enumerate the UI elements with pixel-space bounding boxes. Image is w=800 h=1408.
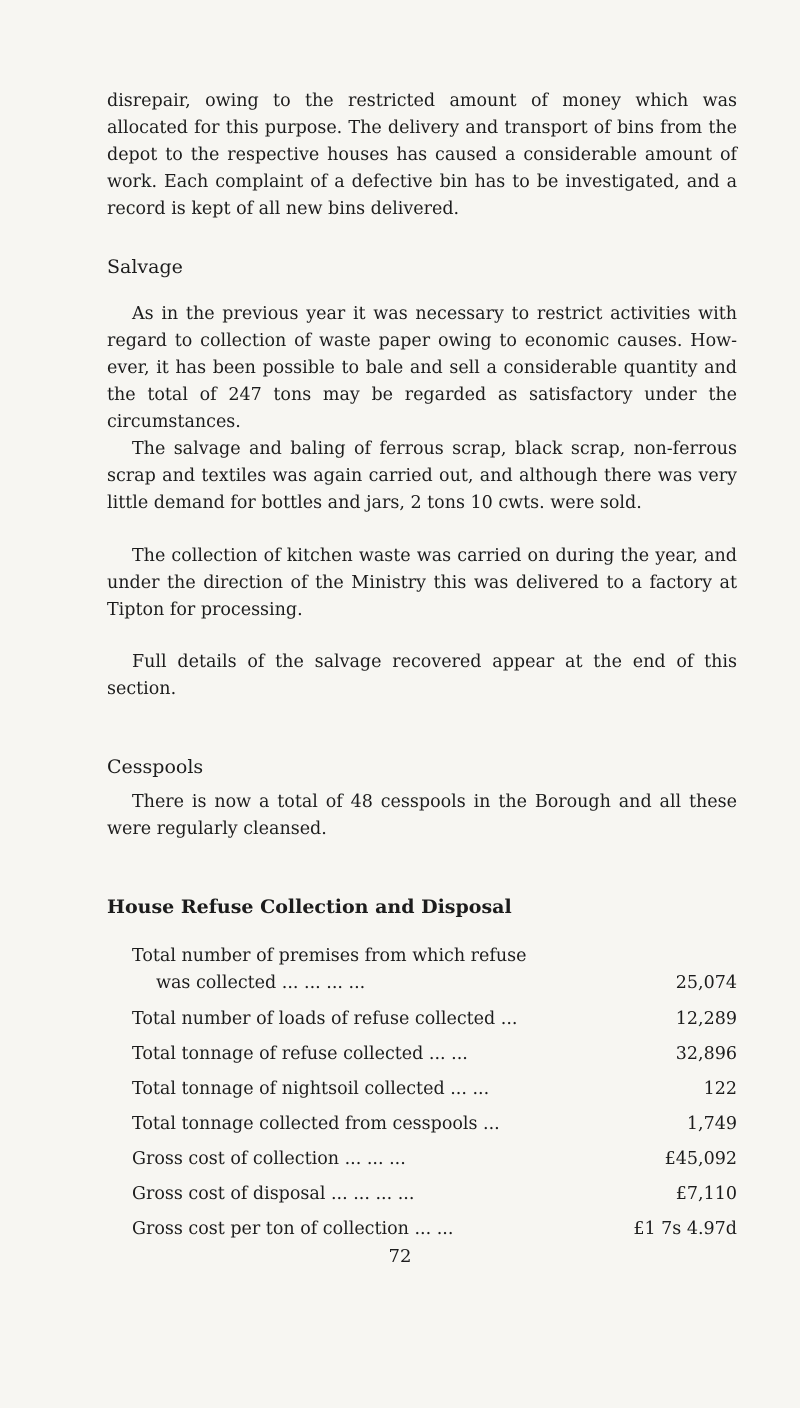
row-value: 25,074 bbox=[675, 973, 737, 993]
intro-paragraph: disrepair, owing to the restricted amount of money which was allocated for this purpose. The delivery and transport of bins from the depot to the respective houses has caused a considerable amount of work. Each complaint of a defective bin has to be investigated, and a record is kept of all new bins delivered. bbox=[107, 91, 737, 219]
salvage-heading: Salvage bbox=[107, 256, 183, 278]
salvage-paragraph-3: The collection of kitchen waste was carried on during the year, and under the direction of the Ministry this was delivered to a factory at Tipton for processing. bbox=[107, 546, 737, 620]
row-label: Total tonnage of refuse collected ... ... bbox=[132, 1044, 468, 1064]
row-value: £7,110 bbox=[675, 1184, 737, 1204]
cesspools-paragraph: There is now a total of 48 cesspools in the Borough and all these were regularly cleansed. bbox=[107, 792, 737, 839]
row-value: 1,749 bbox=[686, 1114, 737, 1134]
row-label: was collected ... ... ... ... bbox=[156, 973, 366, 993]
row-label: Total tonnage of nightsoil collected ... ... bbox=[132, 1079, 490, 1099]
row-label: Total number of premises from which refuse bbox=[132, 946, 527, 966]
refuse-row-gross-collection bbox=[132, 1145, 737, 1173]
row-label: Gross cost per ton of collection ... ... bbox=[132, 1219, 454, 1239]
refuse-row-gross-disposal bbox=[132, 1180, 737, 1208]
row-label: Total number of loads of refuse collected ... bbox=[132, 1009, 518, 1029]
refuse-row-tonnage bbox=[132, 1040, 737, 1068]
row-value: 12,289 bbox=[675, 1009, 737, 1029]
row-value: £1 7s 4.97d bbox=[633, 1219, 737, 1239]
row-value: 122 bbox=[703, 1079, 737, 1099]
row-value: 32,896 bbox=[675, 1044, 737, 1064]
row-label: Total tonnage collected from cesspools ... bbox=[132, 1114, 500, 1134]
cesspools-heading: Cesspools bbox=[107, 756, 204, 778]
refuse-row-cesspools bbox=[132, 1110, 737, 1138]
salvage-paragraph-4: Full details of the salvage recovered appear at the end of this section. bbox=[107, 652, 737, 699]
refuse-row-premises bbox=[132, 969, 737, 997]
refuse-heading: House Refuse Collection and Disposal bbox=[107, 896, 512, 918]
page-number: 72 bbox=[388, 1246, 412, 1267]
row-label: Gross cost of collection ... ... ... bbox=[132, 1149, 406, 1169]
salvage-paragraph-1: As in the previous year it was necessary to restrict activities with regard to collection of waste paper owing to economic causes. How- ever, it has been possible to bale and sell a considerable quantity and the total of 247 tons may be regarded as satisfactory under the circumstances. bbox=[107, 304, 737, 432]
refuse-row-cost-per-ton bbox=[132, 1215, 737, 1243]
refuse-row-nightsoil bbox=[132, 1075, 737, 1103]
refuse-row-loads bbox=[132, 1005, 737, 1033]
row-label: Gross cost of disposal ... ... ... ... bbox=[132, 1184, 415, 1204]
row-value: £45,092 bbox=[664, 1149, 737, 1169]
refuse-row-premises-line1 bbox=[132, 942, 737, 970]
salvage-paragraph-2: The salvage and baling of ferrous scrap, black scrap, non-ferrous scrap and textiles was again carried out, and although there was very little demand for bottles and jars, 2 tons 10 cwts. were sold. bbox=[107, 439, 737, 513]
